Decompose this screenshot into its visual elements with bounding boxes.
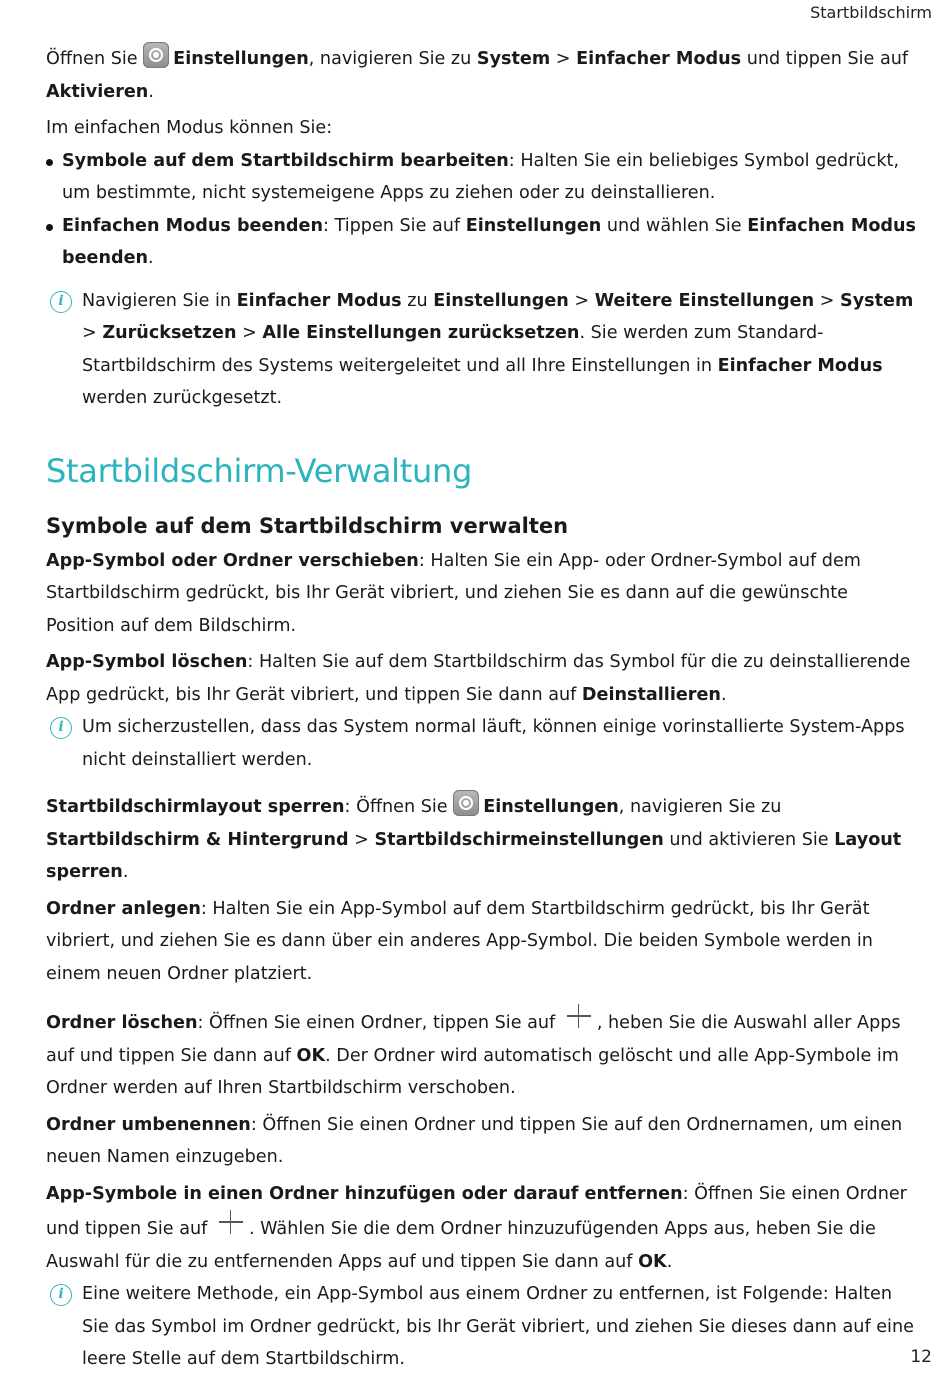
- running-header: Startbildschirm: [810, 3, 932, 22]
- info-icon: i: [50, 717, 72, 739]
- settings-gear-icon: [453, 790, 479, 816]
- easy-mode-list: [46, 145, 918, 275]
- paragraph-add-remove-apps: App-Symbole in einen Ordner hinzufügen oder darauf entfernen: Öffnen Sie einen Ordner und tippen Sie auf . Wählen Sie die dem Ordner hinzuzufügenden Apps aus, heben Sie die Auswahl für die zu entfernenden Apps auf und tippen Sie dann auf OK.: [46, 1183, 907, 1272]
- paragraph-delete-icon: App-Symbol löschen: Halten Sie auf dem Startbildschirm das Symbol für die zu deinstallierende App gedrückt, bis Ihr Gerät vibriert, und tippen Sie dann auf Deinstallieren.: [46, 652, 911, 705]
- page-content: [46, 42, 918, 1376]
- section-subtitle: Symbole auf dem Startbildschirm verwalten: [46, 513, 569, 538]
- paragraph-rename-folder: Ordner umbenennen: Öffnen Sie einen Ordner und tippen Sie auf den Ordnernamen, um einen neuen Namen einzugeben.: [46, 1114, 903, 1167]
- section-title: Startbildschirm-Verwaltung: [46, 451, 472, 490]
- note-remove-from-folder: i Eine weitere Methode, ein App-Symbol aus einem Ordner zu entfernen, ist Folgende: Halten Sie das Symbol im Ordner gedrückt, bis Ihr Gerät vibriert, und ziehen Sie dieses dann auf eine leere Stelle auf dem Startbildschirm.: [46, 1278, 918, 1376]
- info-icon: i: [50, 1284, 72, 1306]
- settings-gear-icon: [143, 42, 169, 68]
- info-icon: i: [50, 291, 72, 313]
- note-system-apps: i Um sicherzustellen, dass das System normal läuft, können einige vorinstallierte System-Apps nicht deinstalliert werden.: [46, 711, 918, 776]
- plus-icon: [567, 1004, 591, 1028]
- paragraph-delete-folder: Ordner löschen: Öffnen Sie einen Ordner, tippen Sie auf , heben Sie die Auswahl aller Apps auf und tippen Sie dann auf OK. Der Ordner wird automatisch gelöscht und alle App-Symbole im Ordner werden auf Ihren Startbildschirm verschoben.: [46, 1004, 918, 1105]
- list-item: Symbole auf dem Startbildschirm bearbeiten: Halten Sie ein beliebiges Symbol gedrückt, um bestimmte, nicht systemeigene Apps zu ziehen oder zu deinstallieren.: [46, 145, 918, 210]
- list-item: Einfachen Modus beenden: Tippen Sie auf Einstellungen und wählen Sie Einfachen Modus beenden.: [46, 210, 918, 275]
- note-reset-easy-mode: i Navigieren Sie in Einfacher Modus zu Einstellungen > Weitere Einstellungen > System > Zurücksetzen > Alle Einstellungen zurücksetzen. Sie werden zum Standard-Startbildschirm des Systems weitergeleitet und all Ihre Einstellungen in Einfacher Modus werden zurückgesetzt.: [46, 285, 918, 415]
- paragraph-lock-layout: Startbildschirmlayout sperren: Öffnen Sie Einstellungen, navigieren Sie zu Startbildschirm & Hintergrund > Startbildschirmeinstellungen und aktivieren Sie Layout sperren.: [46, 790, 918, 889]
- intro-paragraph: Öffnen Sie Einstellungen, navigieren Sie zu System > Einfacher Modus und tippen Sie auf Aktivieren.: [46, 42, 918, 108]
- intro-list-lead: Im einfachen Modus können Sie:: [46, 118, 333, 138]
- paragraph-move-icon: App-Symbol oder Ordner verschieben: Halten Sie ein App- oder Ordner-Symbol auf dem Startbildschirm gedrückt, bis Ihr Gerät vibriert, und ziehen Sie es dann auf die gewünschte Position auf dem Bildschirm.: [46, 550, 861, 636]
- paragraph-create-folder: Ordner anlegen: Halten Sie ein App-Symbol auf dem Startbildschirm gedrückt, bis Ihr Gerät vibriert, und ziehen Sie es dann über ein anderes App-Symbol. Die beiden Symbole werden in einem neuen Ordner platziert.: [46, 898, 873, 984]
- page-number: 12: [910, 1347, 932, 1367]
- plus-icon: [219, 1210, 243, 1234]
